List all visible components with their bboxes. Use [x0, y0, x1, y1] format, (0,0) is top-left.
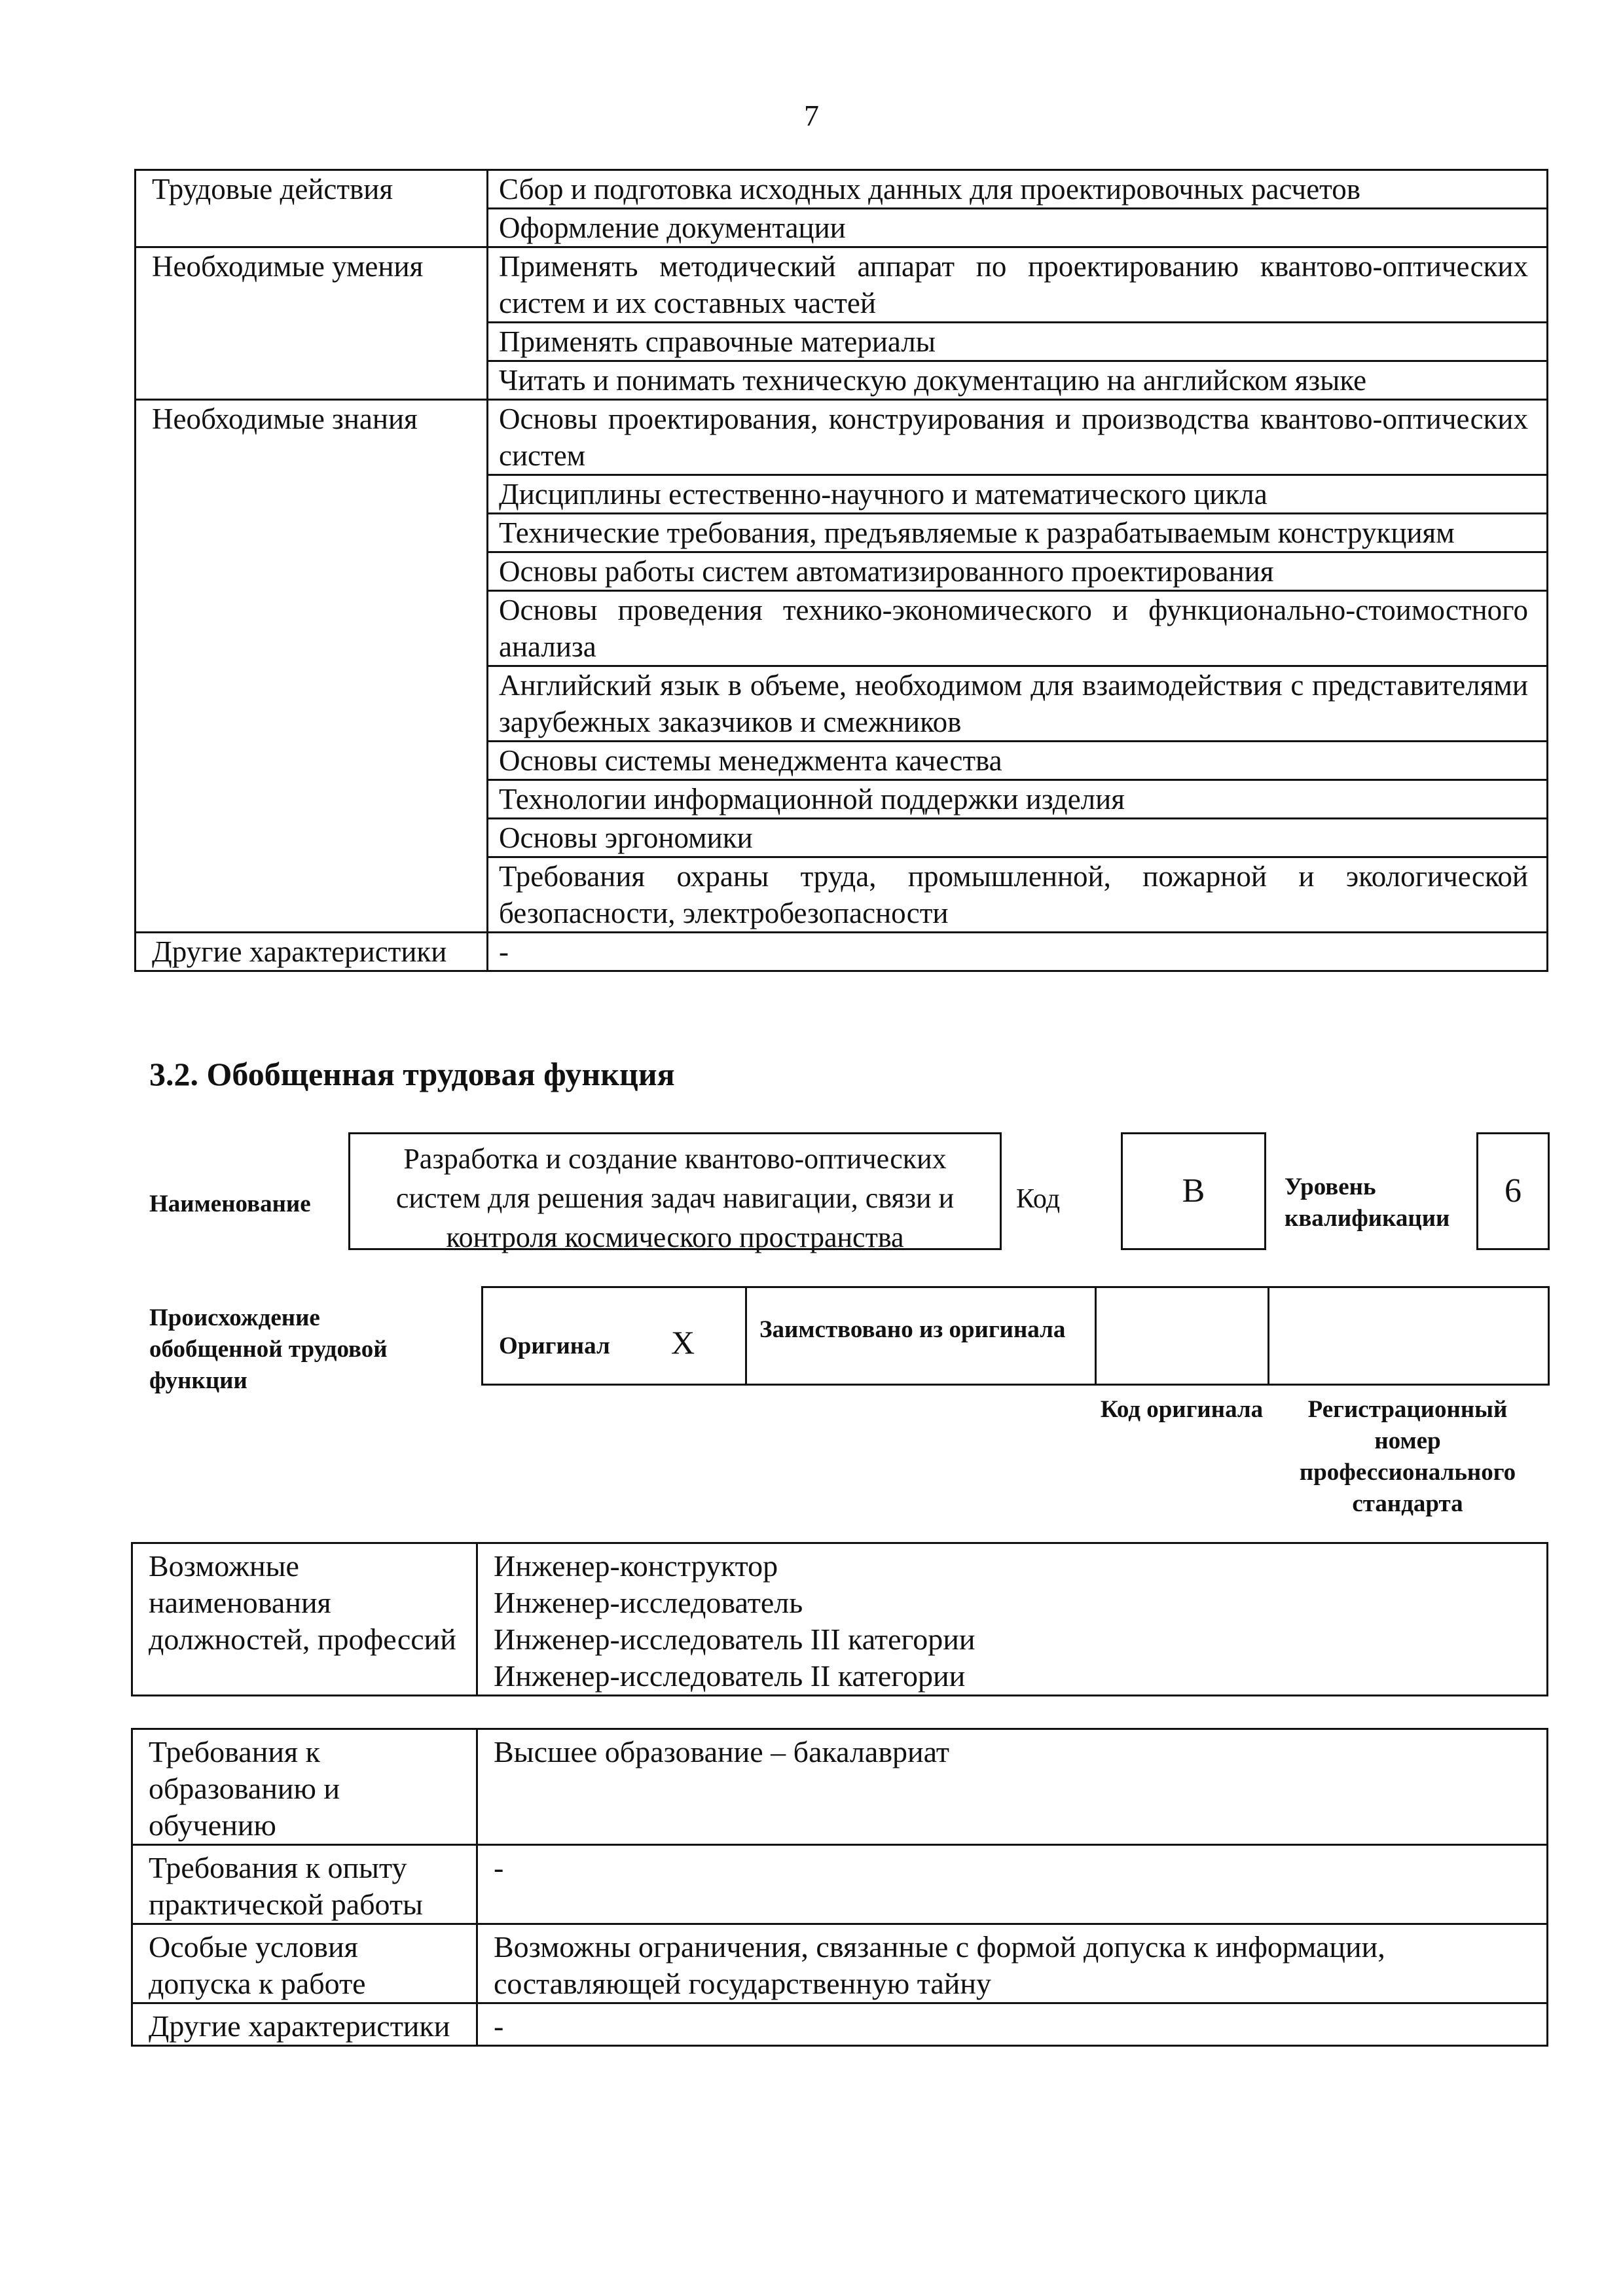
- row-label: Другие характеристики: [136, 933, 488, 971]
- table-row: [132, 1729, 1548, 1845]
- labor-actions-table: [134, 169, 1548, 972]
- row-value: Основы системы менеджмента качества: [488, 742, 1548, 780]
- row-value: Требования охраны труда, промышленной, пожарной и экологической безопасности, электробезопасности: [488, 857, 1548, 933]
- table-row: [136, 400, 1548, 475]
- divider: [1095, 1286, 1097, 1386]
- name-label: Наименование: [149, 1191, 311, 1217]
- table-row: [132, 1924, 1548, 2003]
- row-value: Английский язык в объеме, необходимом для взаимодействия с представителями зарубежных заказчиков и смежников: [488, 666, 1548, 742]
- req-label: Требования к образованию и обучению: [132, 1729, 477, 1845]
- caption-code: Код оригинала: [1100, 1396, 1264, 1423]
- row-value: Основы проектирования, конструирования и производства квантово-оптических систем: [488, 400, 1548, 475]
- row-label: Трудовые действия: [136, 170, 488, 247]
- divider: [1267, 1286, 1269, 1386]
- requirements-table: [131, 1728, 1548, 2047]
- req-label: Другие характеристики: [132, 2003, 477, 2046]
- row-value: Дисциплины естественно-научного и математического цикла: [488, 475, 1548, 514]
- code-label: Код: [1016, 1184, 1061, 1214]
- original-label: Оригинал: [499, 1333, 610, 1359]
- divider: [745, 1286, 747, 1386]
- list-item: Инженер-исследователь: [494, 1586, 803, 1619]
- origin-label: Происхождение обобщенной трудовой функции: [149, 1304, 388, 1394]
- row-value: Применять справочные материалы: [488, 323, 1548, 361]
- positions-label: Возможные наименования должностей, профессий: [132, 1543, 477, 1696]
- req-value: Возможны ограничения, связанные с формой допуска к информации, составляющей государственную тайну: [477, 1924, 1548, 2003]
- table-row: [132, 1845, 1548, 1924]
- level-value-box: 6: [1476, 1132, 1550, 1250]
- positions-table: [131, 1542, 1548, 1696]
- borrowed-label: Заимствовано из оригинала: [759, 1316, 1066, 1343]
- table-row: [136, 933, 1548, 971]
- page-number: 7: [804, 99, 819, 132]
- req-label: Требования к опыту практической работы: [132, 1845, 477, 1924]
- row-label: Необходимые знания: [136, 400, 488, 933]
- list-item: Инженер-исследователь III категории: [494, 1623, 976, 1656]
- row-value: Основы эргономики: [488, 819, 1548, 857]
- list-item: Инженер-конструктор: [494, 1549, 778, 1583]
- row-value: Читать и понимать техническую документацию на английском языке: [488, 361, 1548, 400]
- row-label: Необходимые умения: [136, 247, 488, 400]
- req-value: -: [477, 2003, 1548, 2046]
- req-label: Особые условия допуска к работе: [132, 1924, 477, 2003]
- positions-list: [477, 1543, 1548, 1696]
- table-row: [136, 170, 1548, 209]
- table-row: [132, 1543, 1548, 1696]
- req-value: -: [477, 1845, 1548, 1924]
- row-value: Основы проведения технико-экономического и функционально-стоимостного анализа: [488, 591, 1548, 666]
- table-row: [132, 2003, 1548, 2046]
- table-row: [136, 247, 1548, 323]
- list-item: Инженер-исследователь II категории: [494, 1659, 966, 1693]
- row-value: Технологии информационной поддержки изделия: [488, 780, 1548, 819]
- caption-reg: Регистрационный номер профессионального стандарта: [1299, 1396, 1516, 1517]
- level-label: Уровень квалификации: [1285, 1174, 1450, 1232]
- req-value: Высшее образование – бакалавриат: [477, 1729, 1548, 1845]
- function-name-box: Разработка и создание квантово-оптических систем для решения задач навигации, связи и контроля космического пространства: [348, 1132, 1002, 1250]
- row-value: Применять методический аппарат по проектированию квантово-оптических систем и их составных частей: [488, 247, 1548, 323]
- row-value: Сбор и подготовка исходных данных для проектировочных расчетов: [488, 170, 1548, 209]
- row-value: -: [488, 933, 1548, 971]
- row-value: Технические требования, предъявляемые к разрабатываемым конструкциям: [488, 514, 1548, 552]
- code-value-box: B: [1121, 1132, 1266, 1250]
- section-title: 3.2. Обобщенная трудовая функция: [149, 1056, 675, 1092]
- row-value: Оформление документации: [488, 209, 1548, 247]
- row-value: Основы работы систем автоматизированного проектирования: [488, 552, 1548, 591]
- original-mark: X: [671, 1324, 695, 1361]
